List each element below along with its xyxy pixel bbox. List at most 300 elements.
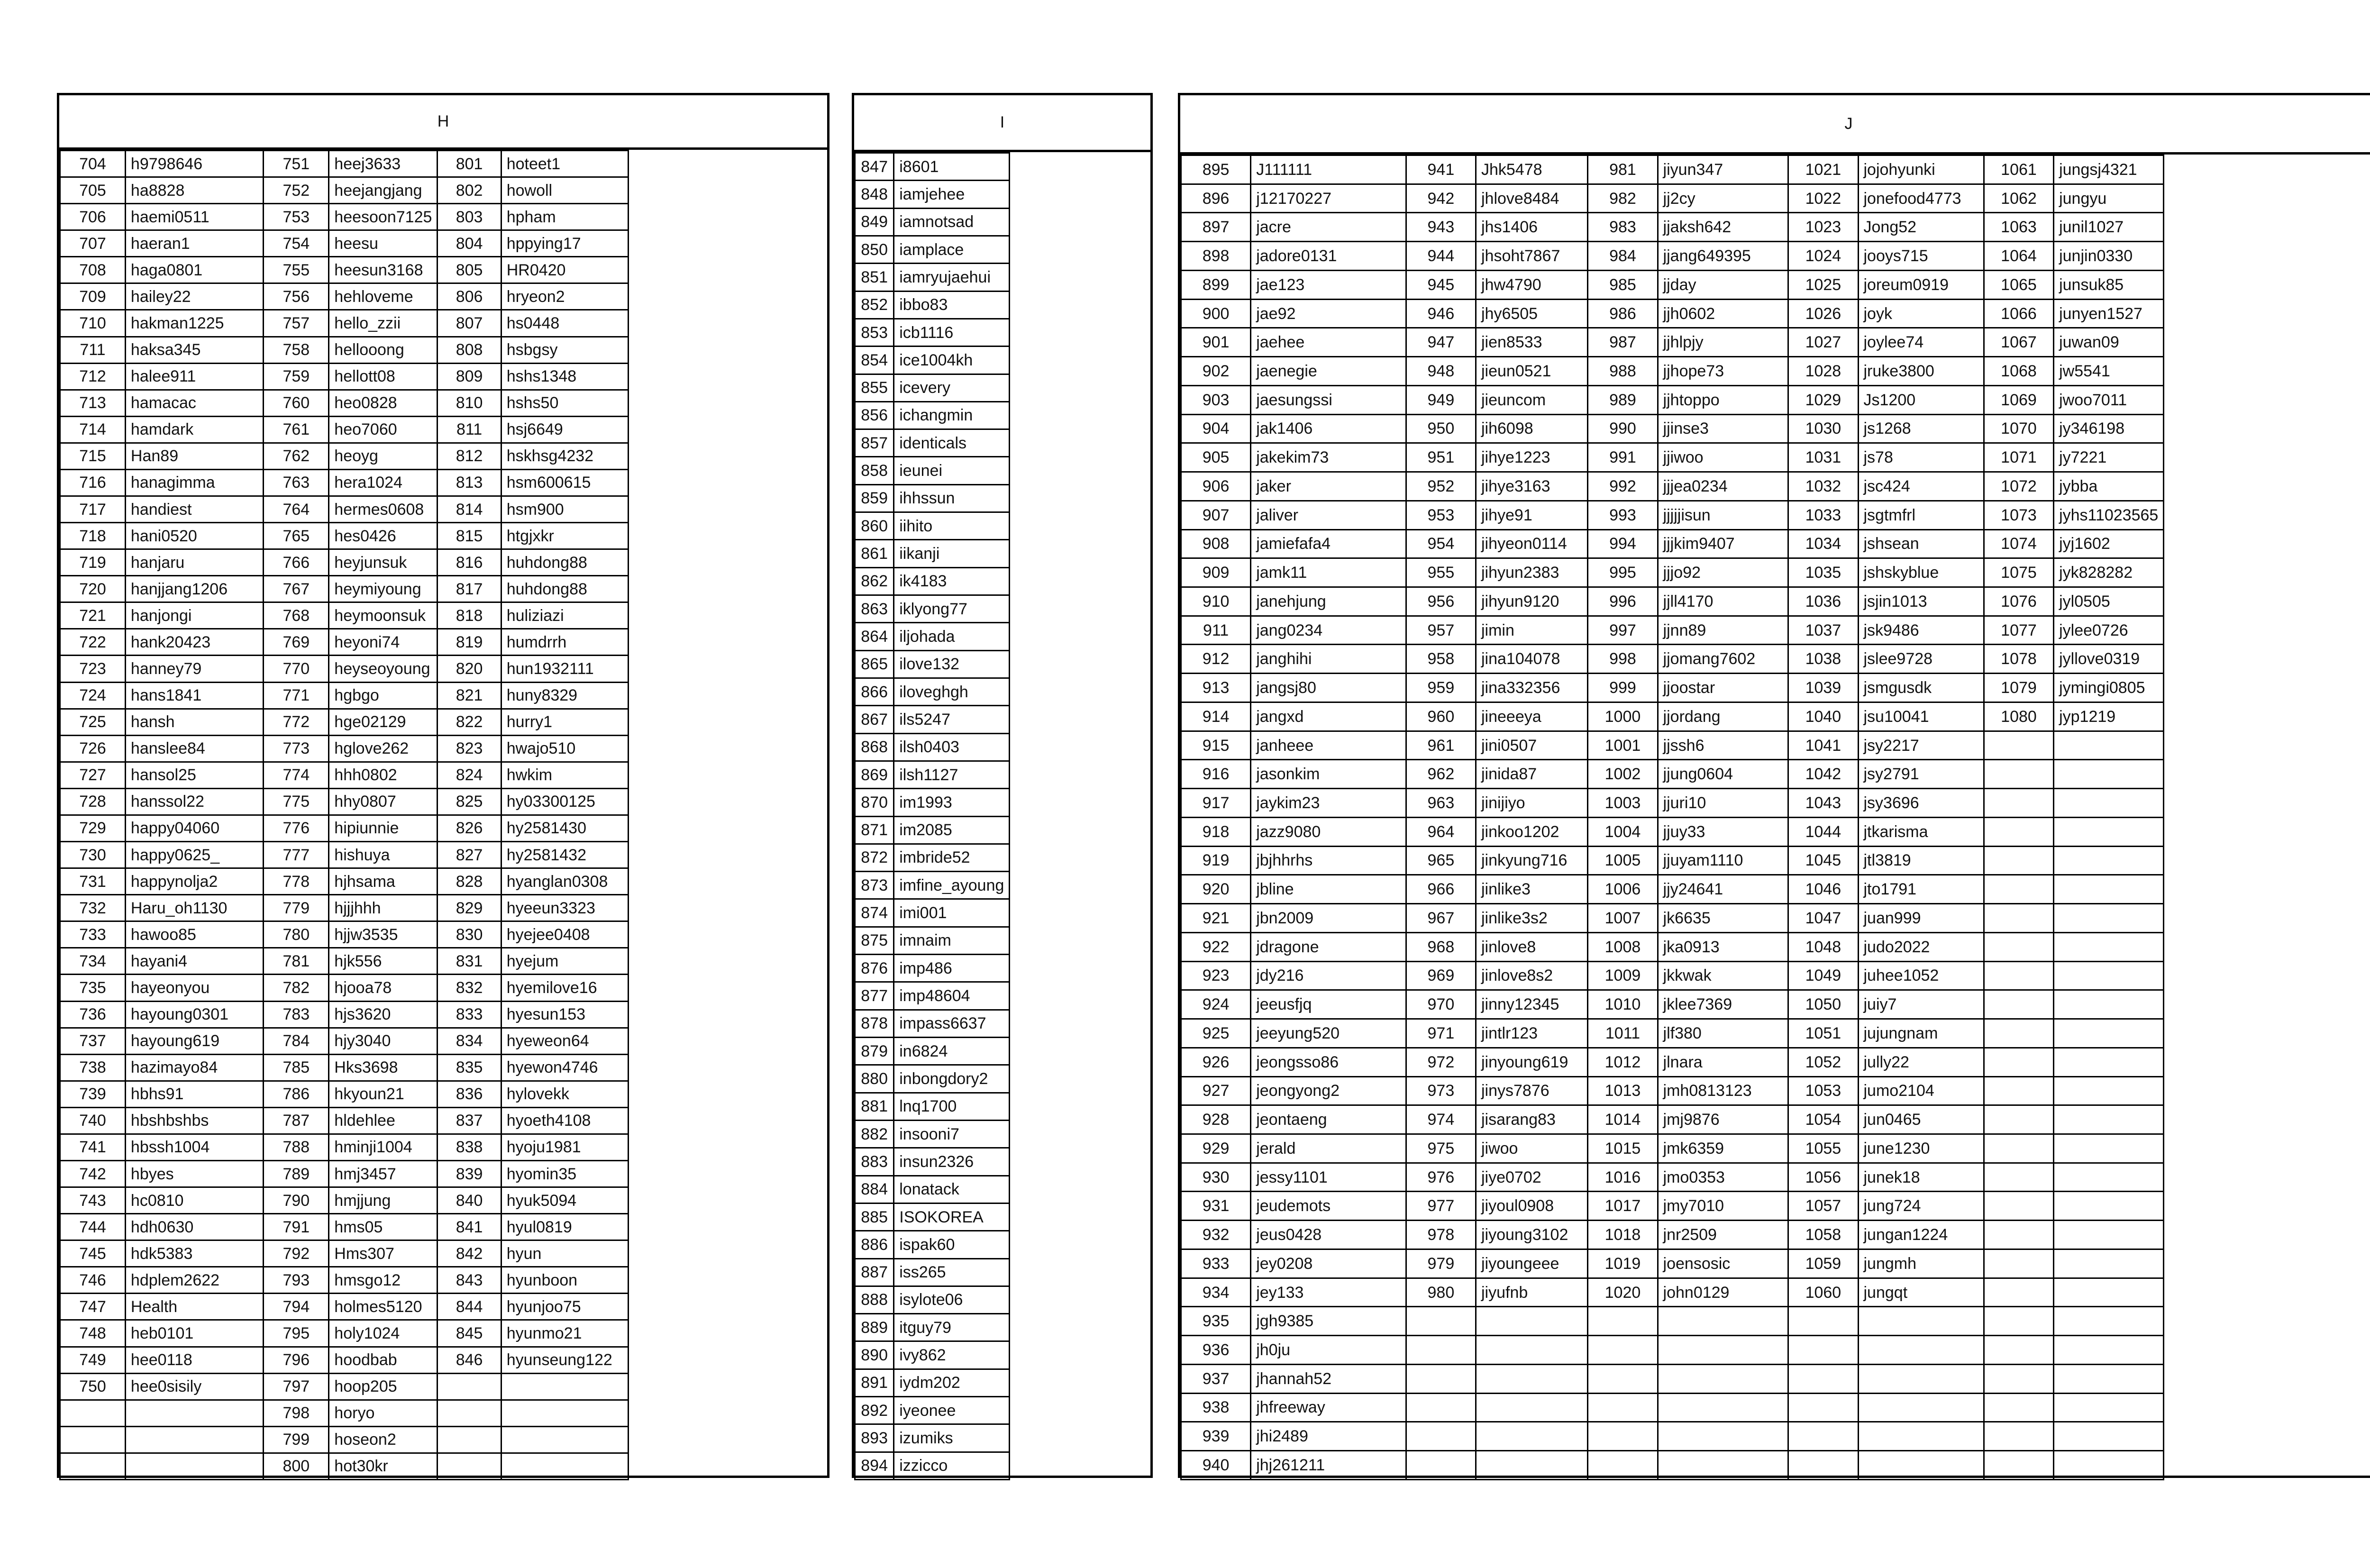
user-id-cell <box>2054 846 2164 875</box>
user-id-cell: hera1024 <box>329 469 438 496</box>
user-id-cell: jjoostar <box>1658 674 1788 702</box>
row-number: 801 <box>438 151 501 177</box>
user-id-cell: hyunmo21 <box>501 1320 629 1347</box>
user-id-cell: hryeon2 <box>501 283 629 310</box>
user-id-cell: jjhlpjy <box>1658 328 1788 357</box>
row-number: 977 <box>1406 1192 1476 1221</box>
user-id-cell: Han89 <box>125 443 263 469</box>
row-number: 1000 <box>1588 702 1658 731</box>
table-row <box>1181 1076 2164 1105</box>
user-id-cell: hshs1348 <box>501 363 629 390</box>
row-number: 1050 <box>1788 990 1858 1019</box>
table-row <box>855 264 1010 291</box>
user-id-cell: jinijiyo <box>1476 789 1587 818</box>
row-number: 932 <box>1181 1221 1251 1249</box>
user-id-cell <box>2054 875 2164 904</box>
row-number: 740 <box>60 1107 126 1134</box>
row-number: 934 <box>1181 1278 1251 1307</box>
row-number: 831 <box>438 948 501 975</box>
row-number: 759 <box>264 363 329 390</box>
user-id-cell: Jhk5478 <box>1476 155 1587 184</box>
row-number: 958 <box>1406 645 1476 674</box>
row-number: 1043 <box>1788 789 1858 818</box>
row-number: 834 <box>438 1028 501 1054</box>
user-id-cell: hsm900 <box>501 496 629 523</box>
table-row <box>1181 1278 2164 1307</box>
user-id-cell: iljohada <box>894 623 1010 650</box>
user-id-cell: jjday <box>1658 270 1788 299</box>
table-row <box>855 955 1010 982</box>
table-row <box>1181 1019 2164 1048</box>
row-number: 1028 <box>1788 357 1858 386</box>
user-id-cell <box>1476 1393 1587 1422</box>
row-number: 936 <box>1181 1336 1251 1365</box>
user-id-cell: jiye0702 <box>1476 1163 1587 1192</box>
user-id-cell: joensosic <box>1658 1249 1788 1278</box>
user-id-cell: jjung0604 <box>1658 760 1788 789</box>
user-id-cell: jh0ju <box>1251 1336 1406 1365</box>
table-row <box>60 868 629 895</box>
row-number: 997 <box>1588 616 1658 645</box>
table-row <box>60 283 629 310</box>
row-number: 1078 <box>1984 645 2053 674</box>
row-number: 1046 <box>1788 875 1858 904</box>
user-id-cell: jasonkim <box>1251 760 1406 789</box>
user-id-cell: haemi0511 <box>125 204 263 230</box>
row-number: 796 <box>264 1347 329 1373</box>
row-number: 760 <box>264 390 329 416</box>
row-number: 854 <box>855 346 894 374</box>
table-row <box>60 1187 629 1214</box>
table-row <box>60 842 629 868</box>
row-number: 879 <box>855 1038 894 1065</box>
row-number <box>1984 1105 2053 1134</box>
row-number: 799 <box>264 1426 329 1453</box>
user-id-cell: iloveghgh <box>894 678 1010 705</box>
user-id-cell: jmk6359 <box>1658 1134 1788 1163</box>
user-id-cell: jjjea0234 <box>1658 472 1788 501</box>
user-id-cell: jsk9486 <box>1858 616 1984 645</box>
table-row <box>60 1081 629 1107</box>
row-number: 975 <box>1406 1134 1476 1163</box>
user-id-cell: jiyoungeee <box>1476 1249 1587 1278</box>
row-number <box>1788 1364 1858 1393</box>
row-number: 751 <box>264 151 329 177</box>
row-number: 706 <box>60 204 126 230</box>
row-number: 935 <box>1181 1307 1251 1336</box>
user-id-cell: jmh0813123 <box>1658 1076 1788 1105</box>
user-id-cell <box>2054 1221 2164 1249</box>
row-number: 1011 <box>1588 1019 1658 1048</box>
row-number: 1049 <box>1788 961 1858 990</box>
row-number: 988 <box>1588 357 1658 386</box>
row-number: 998 <box>1588 645 1658 674</box>
user-id-cell: jih6098 <box>1476 414 1587 443</box>
table-row <box>855 650 1010 678</box>
row-number: 832 <box>438 975 501 1001</box>
row-number: 767 <box>264 576 329 602</box>
user-id-cell: hun1932111 <box>501 656 629 682</box>
user-id-cell: hanagimma <box>125 469 263 496</box>
row-number: 721 <box>60 602 126 629</box>
row-number: 922 <box>1181 932 1251 961</box>
row-number: 821 <box>438 682 501 709</box>
table-row <box>60 257 629 283</box>
row-number: 830 <box>438 921 501 948</box>
table-row <box>855 1424 1010 1452</box>
user-id-cell: jung724 <box>1858 1192 1984 1221</box>
row-number: 897 <box>1181 213 1251 242</box>
user-id-cell: ik4183 <box>894 567 1010 595</box>
user-id-cell: jjuyam1110 <box>1658 846 1788 875</box>
row-number: 819 <box>438 629 501 656</box>
table-row <box>1181 414 2164 443</box>
row-number: 1054 <box>1788 1105 1858 1134</box>
row-number: 818 <box>438 602 501 629</box>
row-number: 725 <box>60 709 126 735</box>
table-row <box>855 153 1010 181</box>
table-row <box>1181 1307 2164 1336</box>
row-number <box>1984 1278 2053 1307</box>
user-id-cell: hanjongi <box>125 602 263 629</box>
user-id-cell: heesoon7125 <box>329 204 438 230</box>
row-number <box>1984 1076 2053 1105</box>
row-number: 868 <box>855 733 894 761</box>
user-id-cell <box>2054 817 2164 846</box>
row-number: 1044 <box>1788 817 1858 846</box>
table-row <box>60 1001 629 1028</box>
row-number: 1014 <box>1588 1105 1658 1134</box>
user-id-cell: hans1841 <box>125 682 263 709</box>
row-number: 802 <box>438 177 501 204</box>
user-id-cell <box>2054 961 2164 990</box>
user-id-cell: imp486 <box>894 955 1010 982</box>
user-id-cell: jiwoo <box>1476 1134 1587 1163</box>
table-row <box>1181 645 2164 674</box>
row-number: 808 <box>438 337 501 363</box>
user-id-cell: hellott08 <box>329 363 438 390</box>
row-number <box>60 1426 126 1453</box>
row-number: 717 <box>60 496 126 523</box>
row-number: 946 <box>1406 299 1476 328</box>
row-number: 788 <box>264 1134 329 1160</box>
user-id-cell: jhannah52 <box>1251 1364 1406 1393</box>
user-id-cell: jisarang83 <box>1476 1105 1587 1134</box>
user-id-cell: jhj261211 <box>1251 1451 1406 1480</box>
user-id-cell: jihye3163 <box>1476 472 1587 501</box>
user-id-cell: heyjunsuk <box>329 549 438 576</box>
table-row <box>60 1347 629 1373</box>
user-id-cell: holmes5120 <box>329 1294 438 1320</box>
row-number: 938 <box>1181 1393 1251 1422</box>
table-row <box>855 429 1010 457</box>
row-number: 1021 <box>1788 155 1858 184</box>
row-number <box>1984 846 2053 875</box>
row-number: 968 <box>1406 932 1476 961</box>
row-number <box>1788 1307 1858 1336</box>
user-id-cell <box>2054 1076 2164 1105</box>
row-number: 1004 <box>1588 817 1658 846</box>
table-row <box>1181 1451 2164 1480</box>
user-id-cell: hmj3457 <box>329 1160 438 1187</box>
row-number: 996 <box>1588 587 1658 616</box>
row-number: 734 <box>60 948 126 975</box>
row-number <box>1984 817 2053 846</box>
user-id-cell: judo2022 <box>1858 932 1984 961</box>
row-number: 849 <box>855 208 894 236</box>
user-id-cell: hy2581430 <box>501 815 629 841</box>
row-number: 1003 <box>1588 789 1658 818</box>
table-row <box>1181 1163 2164 1192</box>
user-id-cell: isylote06 <box>894 1286 1010 1313</box>
table-row <box>855 1286 1010 1313</box>
row-number: 1058 <box>1788 1221 1858 1249</box>
row-number: 866 <box>855 678 894 705</box>
row-number: 1010 <box>1588 990 1658 1019</box>
row-number: 850 <box>855 236 894 263</box>
user-id-cell: jw5541 <box>2054 357 2164 386</box>
user-id-cell: haga0801 <box>125 257 263 283</box>
row-number: 1057 <box>1788 1192 1858 1221</box>
user-id-cell: heyoni74 <box>329 629 438 656</box>
row-number: 814 <box>438 496 501 523</box>
user-id-cell: hyoju1981 <box>501 1134 629 1160</box>
table-row <box>855 595 1010 623</box>
user-id-cell <box>1858 1393 1984 1422</box>
user-id-cell: janheee <box>1251 731 1406 760</box>
row-number: 1074 <box>1984 529 2053 558</box>
user-id-cell: hyewon4746 <box>501 1054 629 1081</box>
user-id-cell: hellooong <box>329 337 438 363</box>
user-id-cell: jooys715 <box>1858 242 1984 271</box>
user-id-cell: jsy2217 <box>1858 731 1984 760</box>
row-number: 1007 <box>1588 904 1658 933</box>
row-number: 844 <box>438 1294 501 1320</box>
row-number: 1072 <box>1984 472 2053 501</box>
row-number: 775 <box>264 788 329 815</box>
user-id-cell: jien8533 <box>1476 328 1587 357</box>
user-id-cell: heejangjang <box>329 177 438 204</box>
table-row <box>60 1320 629 1347</box>
user-id-cell: jerald <box>1251 1134 1406 1163</box>
user-id-cell: jully22 <box>1858 1048 1984 1076</box>
row-number: 842 <box>438 1240 501 1267</box>
row-number <box>1984 1422 2053 1451</box>
table-row <box>855 236 1010 263</box>
row-number: 709 <box>60 283 126 310</box>
table-row <box>60 1294 629 1320</box>
user-id-cell: jaliver <box>1251 501 1406 529</box>
user-id-cell: jineeeya <box>1476 702 1587 731</box>
table-row <box>1181 1221 2164 1249</box>
user-id-cell: lnq1700 <box>894 1093 1010 1120</box>
user-id-cell <box>1476 1451 1587 1480</box>
row-number: 974 <box>1406 1105 1476 1134</box>
table-row <box>60 496 629 523</box>
row-number: 757 <box>264 310 329 337</box>
user-id-cell: ils5247 <box>894 706 1010 733</box>
row-number: 793 <box>264 1267 329 1294</box>
row-number: 864 <box>855 623 894 650</box>
row-number: 1024 <box>1788 242 1858 271</box>
row-number: 862 <box>855 567 894 595</box>
row-number: 1077 <box>1984 616 2053 645</box>
table-row <box>1181 587 2164 616</box>
user-id-cell: happy04060 <box>125 815 263 841</box>
row-number: 749 <box>60 1347 126 1373</box>
table-row <box>1181 357 2164 386</box>
row-number: 790 <box>264 1187 329 1214</box>
table-row <box>1181 875 2164 904</box>
user-id-cell: jjhope73 <box>1658 357 1788 386</box>
user-id-cell: jungyu <box>2054 184 2164 213</box>
user-id-cell: hjy3040 <box>329 1028 438 1054</box>
user-id-cell: jyllove0319 <box>2054 645 2164 674</box>
row-number: 992 <box>1588 472 1658 501</box>
row-number: 781 <box>264 948 329 975</box>
user-id-cell: jeeyung520 <box>1251 1019 1406 1048</box>
row-number: 911 <box>1181 616 1251 645</box>
table-row <box>855 484 1010 512</box>
table-row <box>60 895 629 921</box>
row-number: 941 <box>1406 155 1476 184</box>
table-row <box>1181 731 2164 760</box>
row-number <box>1588 1393 1658 1422</box>
user-id-cell: jjomang7602 <box>1658 645 1788 674</box>
user-id-cell: jeeusfjq <box>1251 990 1406 1019</box>
section-h-table <box>57 93 830 1478</box>
user-id-cell: jmj9876 <box>1658 1105 1788 1134</box>
table-row <box>855 291 1010 319</box>
table-row <box>60 735 629 762</box>
user-id-cell: jeongyong2 <box>1251 1076 1406 1105</box>
row-number: 967 <box>1406 904 1476 933</box>
user-id-cell: hani0520 <box>125 523 263 549</box>
row-number: 961 <box>1406 731 1476 760</box>
row-number: 858 <box>855 457 894 484</box>
user-id-cell: jnr2509 <box>1658 1221 1788 1249</box>
row-number: 955 <box>1406 558 1476 587</box>
user-id-cell: jshskyblue <box>1858 558 1984 587</box>
user-id-cell: hayeonyou <box>125 975 263 1001</box>
user-id-cell: jinys7876 <box>1476 1076 1587 1105</box>
table-row <box>855 1258 1010 1286</box>
table-row <box>60 656 629 682</box>
table-row <box>60 602 629 629</box>
user-id-cell: jiyoung3102 <box>1476 1221 1587 1249</box>
row-number: 969 <box>1406 961 1476 990</box>
section-h-grid <box>59 150 629 1480</box>
row-number: 872 <box>855 844 894 871</box>
user-id-cell: hjjw3535 <box>329 921 438 948</box>
user-id-cell: jjssh6 <box>1658 731 1788 760</box>
row-number: 1051 <box>1788 1019 1858 1048</box>
user-id-cell: jjjo92 <box>1658 558 1788 587</box>
row-number: 718 <box>60 523 126 549</box>
table-row <box>60 443 629 469</box>
user-id-cell: hy2581432 <box>501 842 629 868</box>
row-number: 787 <box>264 1107 329 1134</box>
section-i-table <box>852 93 1153 1478</box>
row-number: 893 <box>855 1424 894 1452</box>
user-id-cell <box>2054 1451 2164 1480</box>
user-id-cell: jihyun2383 <box>1476 558 1587 587</box>
user-id-cell: jina104078 <box>1476 645 1587 674</box>
user-id-cell: hyeeun3323 <box>501 895 629 921</box>
row-number: 900 <box>1181 299 1251 328</box>
row-number: 953 <box>1406 501 1476 529</box>
row-number: 874 <box>855 899 894 927</box>
table-row <box>855 1397 1010 1424</box>
row-number: 972 <box>1406 1048 1476 1076</box>
row-number: 944 <box>1406 242 1476 271</box>
row-number: 877 <box>855 982 894 1010</box>
row-number <box>1788 1393 1858 1422</box>
user-id-cell: hanjjang1206 <box>125 576 263 602</box>
user-id-cell: heo7060 <box>329 416 438 443</box>
row-number: 947 <box>1406 328 1476 357</box>
user-id-cell <box>1658 1364 1788 1393</box>
user-id-cell <box>125 1426 263 1453</box>
row-number: 722 <box>60 629 126 656</box>
user-id-cell <box>2054 1336 2164 1365</box>
row-number: 773 <box>264 735 329 762</box>
user-id-cell: jyk828282 <box>2054 558 2164 587</box>
row-number <box>1406 1307 1476 1336</box>
user-id-cell: jinlike3 <box>1476 875 1587 904</box>
user-id-cell: jhw4790 <box>1476 270 1587 299</box>
row-number: 964 <box>1406 817 1476 846</box>
table-row <box>60 1054 629 1081</box>
row-number: 1013 <box>1588 1076 1658 1105</box>
row-number: 1055 <box>1788 1134 1858 1163</box>
user-id-cell: june1230 <box>1858 1134 1984 1163</box>
row-number: 719 <box>60 549 126 576</box>
row-number: 846 <box>438 1347 501 1373</box>
table-row <box>855 706 1010 733</box>
row-number: 924 <box>1181 990 1251 1019</box>
user-id-cell: jakekim73 <box>1251 443 1406 472</box>
user-id-cell <box>2054 1422 2164 1451</box>
user-id-cell: hkyoun21 <box>329 1081 438 1107</box>
row-number: 823 <box>438 735 501 762</box>
user-id-cell: jklee7369 <box>1658 990 1788 1019</box>
row-number: 839 <box>438 1160 501 1187</box>
row-number <box>1406 1422 1476 1451</box>
user-id-cell <box>1858 1336 1984 1365</box>
user-id-cell: iamjehee <box>894 181 1010 208</box>
row-number: 963 <box>1406 789 1476 818</box>
row-number: 1042 <box>1788 760 1858 789</box>
user-id-cell: insooni7 <box>894 1120 1010 1148</box>
row-number: 852 <box>855 291 894 319</box>
user-id-cell: jymingi0805 <box>2054 674 2164 702</box>
row-number: 913 <box>1181 674 1251 702</box>
row-number <box>1588 1451 1658 1480</box>
row-number: 798 <box>264 1400 329 1426</box>
row-number: 838 <box>438 1134 501 1160</box>
row-number: 905 <box>1181 443 1251 472</box>
row-number: 1039 <box>1788 674 1858 702</box>
row-number: 714 <box>60 416 126 443</box>
user-id-cell: ice1004kh <box>894 346 1010 374</box>
user-id-cell: Haru_oh1130 <box>125 895 263 921</box>
table-row <box>855 927 1010 954</box>
table-row <box>60 1028 629 1054</box>
row-number: 836 <box>438 1081 501 1107</box>
row-number: 1002 <box>1588 760 1658 789</box>
user-id-cell: jeudemots <box>1251 1192 1406 1221</box>
